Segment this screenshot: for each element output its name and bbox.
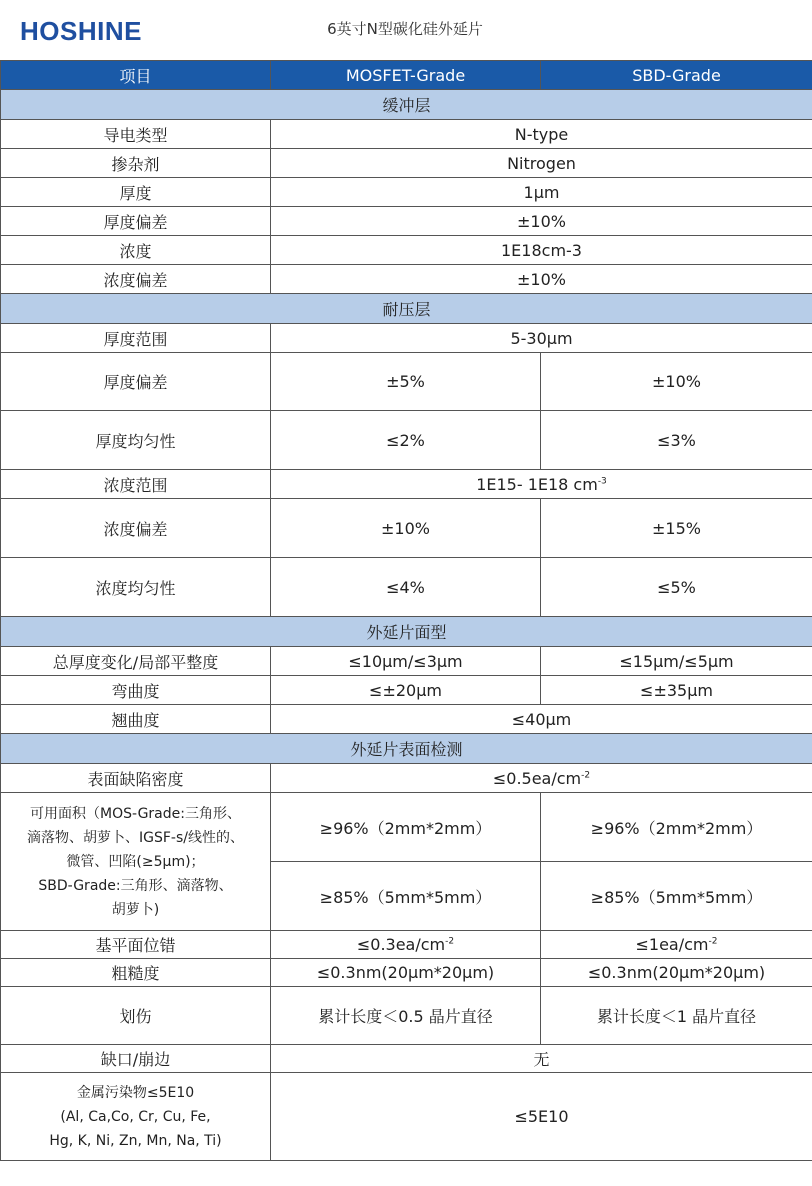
table-row: 金属污染物≤5E10 (Al, Ca,Co, Cr, Cu, Fe, Hg, K, Ni, Zn, Mn, Na, Ti) ≤5E10	[1, 1073, 812, 1161]
brand-logo: HOSHINE	[20, 16, 142, 46]
metal-contamination-label: 金属污染物≤5E10 (Al, Ca,Co, Cr, Cu, Fe, Hg, K, Ni, Zn, Mn, Na, Ti)	[1, 1073, 271, 1161]
table-row: 掺杂剂 Nitrogen	[1, 149, 812, 178]
table-row: 厚度 1μm	[1, 178, 812, 207]
col-sbd-header: SBD-Grade	[541, 61, 812, 90]
table-row: 划伤 累计长度＜0.5 晶片直径 累计长度＜1 晶片直径	[1, 987, 812, 1045]
table-row: 浓度 1E18cm-3	[1, 236, 812, 265]
table-row: 浓度均匀性 ≤4% ≤5%	[1, 558, 812, 617]
table-row: 缺口/崩边 无	[1, 1045, 812, 1073]
document-title: 6英寸N型碳化硅外延片	[327, 20, 483, 38]
table-row: 厚度偏差 ±10%	[1, 207, 812, 236]
section-row-drift: 耐压层	[1, 294, 812, 324]
table-row: 浓度偏差 ±10% ±15%	[1, 499, 812, 558]
table-row: 粗糙度 ≤0.3nm(20μm*20μm) ≤0.3nm(20μm*20μm)	[1, 959, 812, 987]
table-header-row	[1, 61, 812, 90]
usable-area-label: 可用面积（MOS-Grade:三角形、 滴落物、胡萝卜、IGSF-s/线性的、 微管、凹陷(≥5μm)； SBD-Grade:三角形、滴落物、 胡萝卜)	[1, 793, 271, 931]
table-row: 翘曲度 ≤40μm	[1, 705, 812, 734]
section-row-flatness: 外延片面型	[1, 617, 812, 647]
table-row: 厚度偏差 ±5% ±10%	[1, 353, 812, 411]
col-item-header: 项目	[1, 61, 271, 90]
table-row: 表面缺陷密度 $\le 0.5ea/cm^{-2}$	[1, 764, 812, 793]
section-row-surface: 外延片表面检测	[1, 734, 812, 764]
table-row: 基平面位错 $\le 0.3ea/cm^{-2}$ $\le 1ea/cm^{-2}$	[1, 931, 812, 959]
table-row: 总厚度变化/局部平整度 ≤10μm/≤3μm ≤15μm/≤5μm	[1, 647, 812, 676]
spec-table	[0, 60, 812, 1161]
table-row: 厚度均匀性 ≤2% ≤3%	[1, 411, 812, 470]
table-row: 浓度范围 1E15- 1E18 $cm^{-3}$	[1, 470, 812, 499]
col-mosfet-header: MOSFET-Grade	[271, 61, 541, 90]
table-row: ≥85%（5mm*5mm） ≥85%（5mm*5mm）	[1, 862, 812, 931]
table-row: 厚度范围 5-30μm	[1, 324, 812, 353]
table-row: 浓度偏差 ±10%	[1, 265, 812, 294]
table-row: 弯曲度 ≤±20μm ≤±35μm	[1, 676, 812, 705]
table-row: 可用面积（MOS-Grade:三角形、 滴落物、胡萝卜、IGSF-s/线性的、 微管、凹陷(≥5μm)； SBD-Grade:三角形、滴落物、 胡萝卜) ≥96%（2mm*2mm） ≥96%（2mm*2mm）	[1, 793, 812, 862]
section-row-buffer: 缓冲层	[1, 90, 812, 120]
table-row: 导电类型 N-type	[1, 120, 812, 149]
